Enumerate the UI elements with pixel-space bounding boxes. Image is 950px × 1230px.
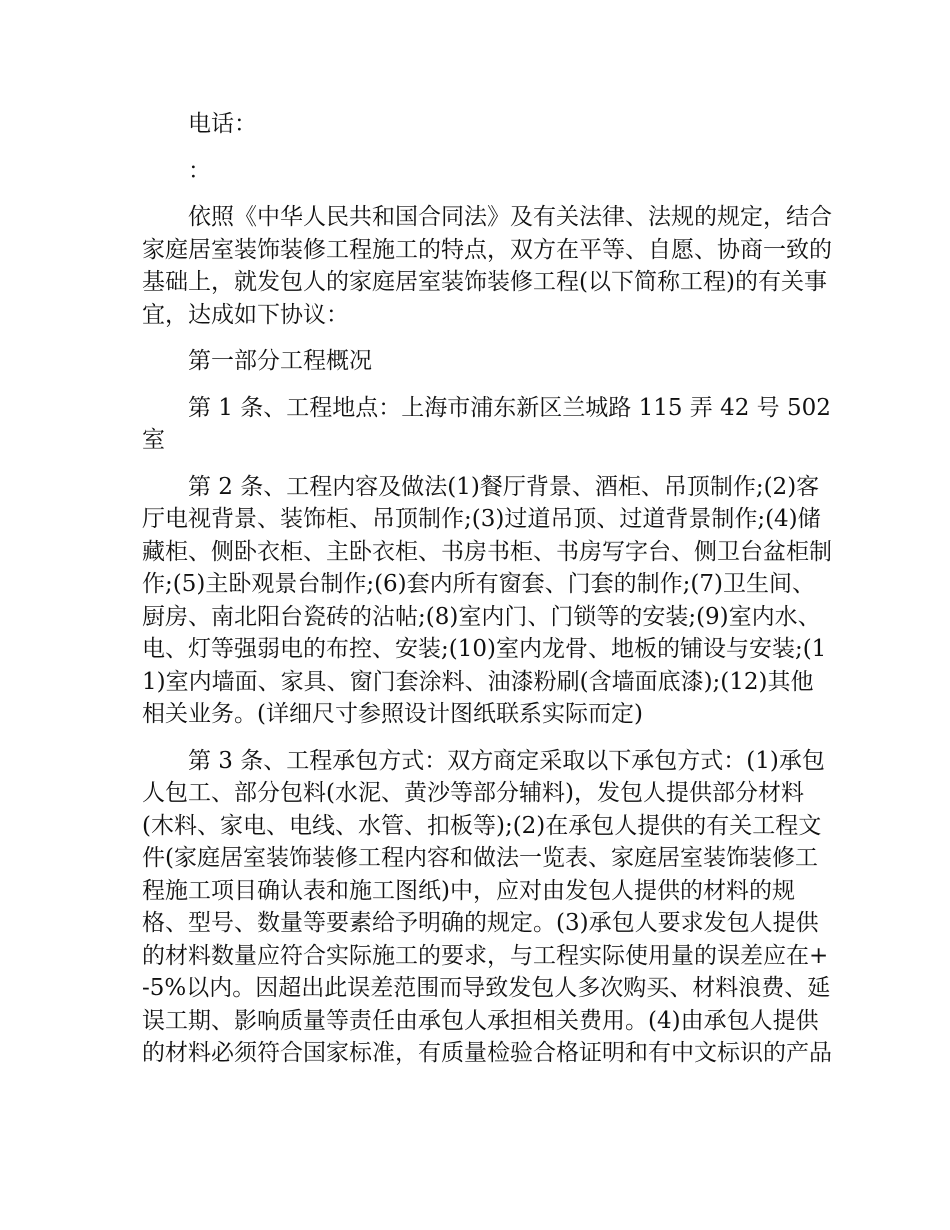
article-3-contract-method: 第 3 条、工程承包方式：双方商定采取以下承包方式：(1)承包人包工、部分包料(水泥、黄沙等部分辅料)，发包人提供部分材料(木料、家电、电线、水管、扣板等);(2)在承包人提供的有关工程文件(家庭居室装饰装修工程内容和做法一览表、家庭居室装饰装修工程施工项目确认表和施工图纸)中，应对由发包人提供的材料的规格、型号、数量等要素给予明确的规定。(3)承包人要求发包人提供的材料数量应符合实际施工的要求，与工程实际使用量的误差应在+-5%以内。因超出此误差范围而导致发包人多次购买、材料浪费、延误工期、影响质量等责任由承包人承担相关费用。(4)由承包人提供的材料必须符合国家标准，有质量检验合格证明和有中文标识的产品 <box>142 747 832 1066</box>
colon-line: ： <box>188 157 211 184</box>
phone-label: 电话： <box>188 111 257 137</box>
article-1-location: 第 1 条、工程地点：上海市浦东新区兰城路 115 弄 42 号 502 室 <box>142 394 831 453</box>
section-heading: 第一部分工程概况 <box>188 348 372 374</box>
document-page <box>142 108 832 1084</box>
article-2-content: 第 2 条、工程内容及做法(1)餐厅背景、酒柜、吊顶制作;(2)客厅电视背景、装饰柜、吊顶制作;(3)过道吊顶、过道背景制作;(4)储藏柜、侧卧衣柜、主卧衣柜、书房书柜、书房写字台、侧卫台盆柜制作;(5)主卧观景台制作;(6)套内所有窗套、门套的制作;(7)卫生间、厨房、南北阳台瓷砖的沾帖;(8)室内门、门锁等的安装;(9)室内水、电、灯等强弱电的布控、安装;(10)室内龙骨、地板的铺设与安装;(11)室内墙面、家具、窗门套涂料、油漆粉刷(含墙面底漆);(12)其他相关业务。(详细尺寸参照设计图纸联系实际而定) <box>142 473 832 727</box>
preamble-paragraph: 依照《中华人民共和国合同法》及有关法律、法规的规定，结合家庭居室装饰装修工程施工的特点，双方在平等、自愿、协商一致的基础上，就发包人的家庭居室装饰装修工程(以下简称工程)的有关事宜，达成如下协议： <box>142 204 832 328</box>
